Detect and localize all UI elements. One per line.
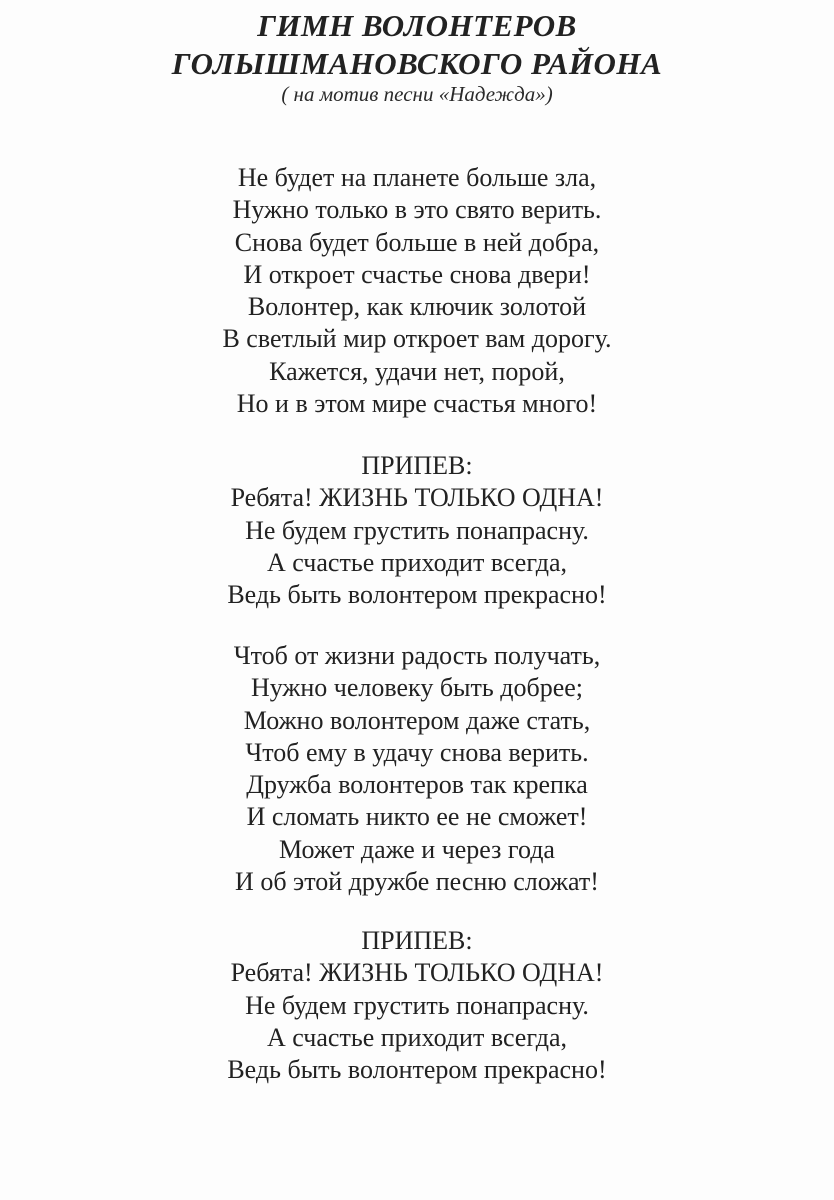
verse-line: Волонтер, как ключик золотой bbox=[247, 292, 587, 322]
chorus-heading: ПРИПЕВ: bbox=[361, 451, 473, 480]
verse-line: Нужно человеку быть добрее; bbox=[250, 673, 583, 703]
verse-line: Не будет на планете больше зла, bbox=[237, 163, 597, 192]
subtitle: ( на мотив песни «Надежда») bbox=[281, 82, 553, 106]
chorus-line: А счастье приходит всегда, bbox=[267, 1022, 567, 1052]
verse-2 bbox=[0, 640, 834, 898]
chorus-heading: ПРИПЕВ: bbox=[361, 926, 473, 955]
chorus-1 bbox=[0, 450, 834, 611]
verse-line: Нужно только в это свято верить. bbox=[232, 195, 602, 225]
chorus-line: Не будем грустить понапрасну. bbox=[245, 515, 589, 545]
verse-line: Может даже и через года bbox=[279, 834, 555, 864]
chorus-line: Ребята! ЖИЗНЬ ТОЛЬКО ОДНА! bbox=[230, 958, 604, 988]
verse-line: Чтоб от жизни радость получать, bbox=[233, 641, 601, 670]
verse-line: Кажется, удачи нет, порой, bbox=[269, 356, 565, 386]
verse-line: И об этой дружбе песню сложат! bbox=[235, 867, 599, 897]
title-line-1: ГИМН ВОЛОНТЕРОВ bbox=[257, 8, 577, 43]
chorus-line: А счастье приходит всегда, bbox=[267, 547, 567, 577]
verse-line: В светлый мир откроет вам дорогу. bbox=[222, 324, 612, 354]
chorus-line: Ребята! ЖИЗНЬ ТОЛЬКО ОДНА! bbox=[230, 483, 604, 513]
title-line-2: ГОЛЫШМАНОВСКОГО РАЙОНА bbox=[171, 46, 663, 81]
verse-line: Но и в этом мире счастья много! bbox=[236, 389, 598, 419]
chorus-line: Ведь быть волонтером прекрасно! bbox=[227, 580, 607, 610]
chorus-line: Ведь быть волонтером прекрасно! bbox=[227, 1055, 607, 1085]
verse-1 bbox=[0, 162, 834, 420]
verse-line: Чтоб ему в удачу снова верить. bbox=[245, 737, 589, 767]
verse-line: Можно волонтером даже стать, bbox=[243, 705, 591, 735]
verse-line: И откроет счастье снова двери! bbox=[243, 259, 591, 289]
chorus-line: Не будем грустить понапрасну. bbox=[245, 990, 589, 1020]
verse-line: Снова будет больше в ней добра, bbox=[234, 227, 600, 257]
verse-line: Дружба волонтеров так крепка bbox=[246, 770, 588, 800]
chorus-2 bbox=[0, 925, 834, 1086]
verse-line: И сломать никто ее не сможет! bbox=[246, 802, 588, 832]
